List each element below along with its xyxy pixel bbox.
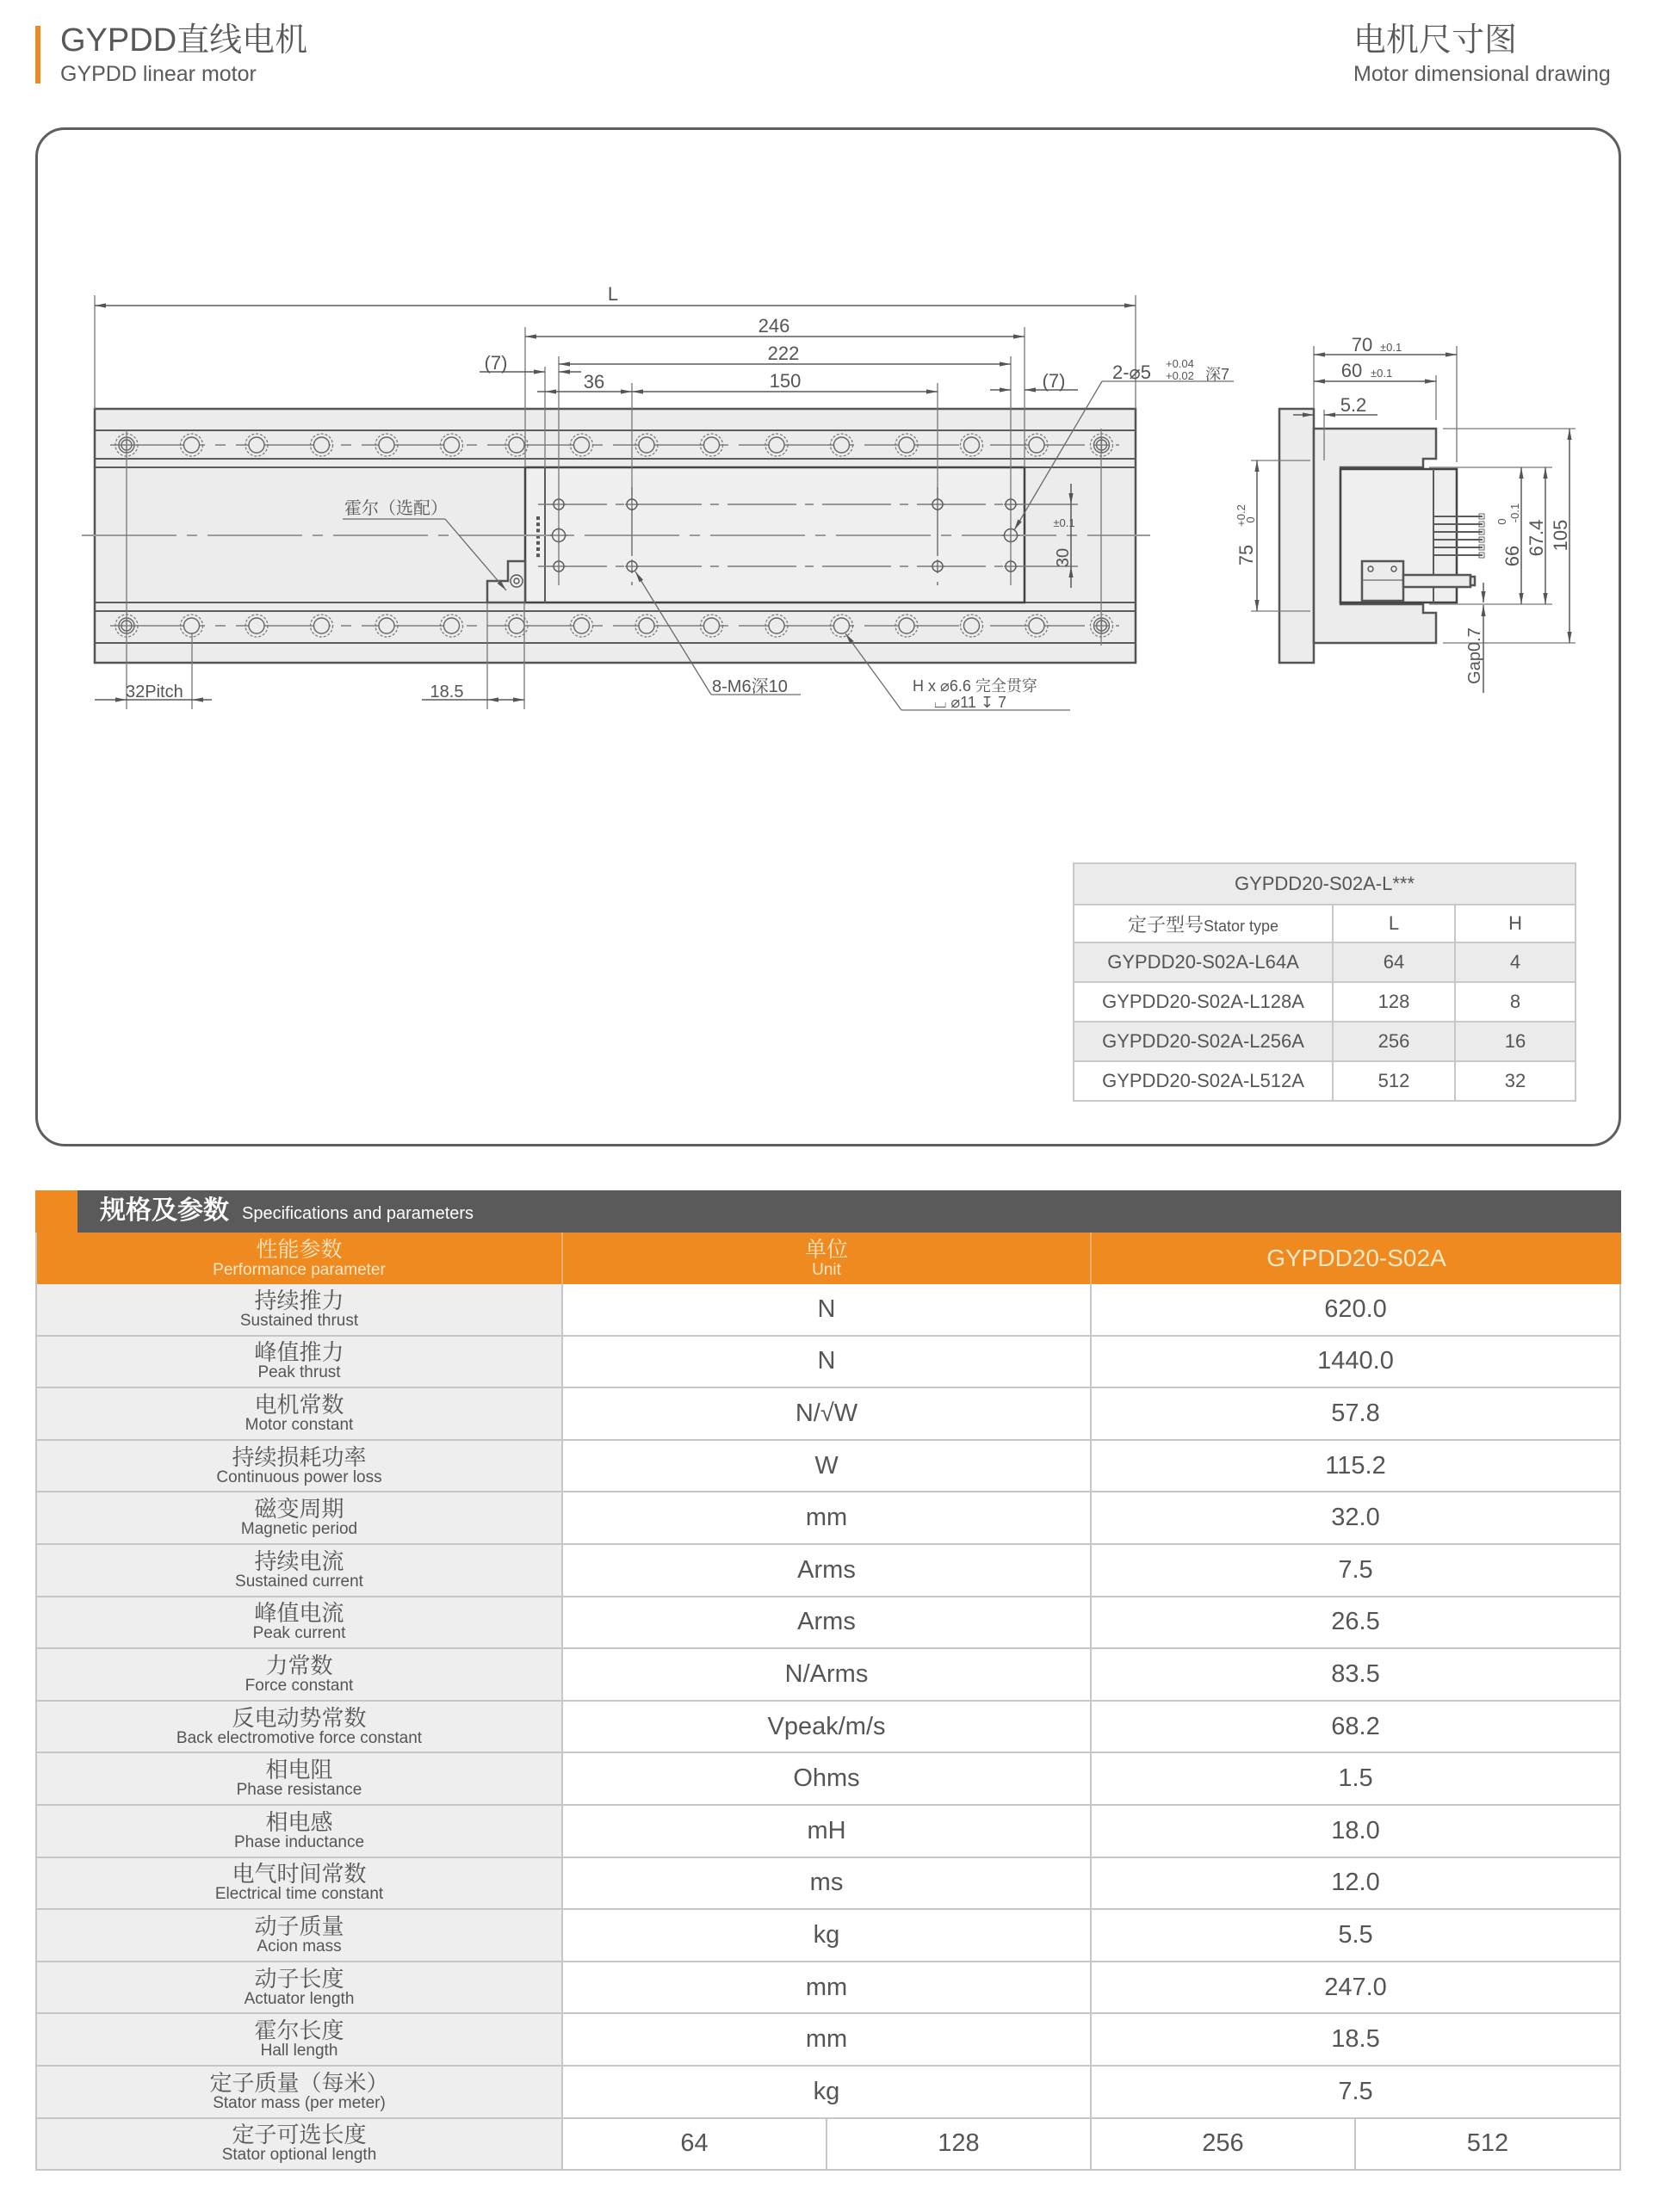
through-hole-outline [964, 618, 980, 633]
stator-hole [895, 434, 918, 456]
section-title: 电机尺寸图 [1353, 22, 1518, 59]
param-name-cn: 磁变周期 [254, 1496, 344, 1523]
mount-holes-label: 8-M6深10 [712, 677, 788, 696]
spec-value-cell: 26.5 [1092, 1597, 1621, 1650]
dim-label-L: L [607, 283, 619, 305]
spec-unit-cell: mm [563, 1962, 1092, 2015]
spec-value-cell: 620.0 [1092, 1284, 1621, 1337]
param-name-en: Sustained current [235, 1572, 363, 1591]
spec-value-cell: 1440.0 [1092, 1337, 1621, 1389]
param-name-cn: 持续推力 [254, 1287, 344, 1313]
param-name-cn: 电气时间常数 [232, 1861, 367, 1888]
spec-param-cell [37, 2067, 563, 2119]
param-name-en: Peak current [252, 1624, 346, 1643]
through-hole-outline [444, 618, 460, 633]
param-name-cn: 电机常数 [254, 1391, 344, 1418]
header-unit [563, 1233, 1092, 1284]
param-name-cn: 相电感 [265, 1808, 333, 1835]
spec-unit-cell: mm [563, 1492, 1092, 1545]
spec-unit-cell: Arms [563, 1545, 1092, 1597]
stator-hole [895, 615, 918, 637]
stator-hole [1025, 434, 1048, 456]
through-hole-outline [964, 437, 980, 453]
param-name-en: Stator mass (per meter) [213, 2093, 386, 2112]
through-hole-outline [899, 618, 914, 633]
dim-label-66: 66 [1501, 545, 1523, 567]
header-param-en: Performance parameter [213, 1260, 386, 1279]
spec-param-cell [37, 1597, 563, 1650]
spec-value-cell: 32.0 [1092, 1492, 1621, 1545]
accent-square [35, 1190, 77, 1233]
spec-param-cell [37, 1806, 563, 1858]
spec-unit-cell: N [563, 1337, 1092, 1389]
stator-hole [765, 615, 788, 637]
stator-hole [441, 615, 463, 637]
param-name-cn: 霍尔长度 [254, 2017, 344, 2044]
dim-label-7-right: (7) [1042, 370, 1066, 392]
dim-label-60: 60 [1340, 360, 1363, 381]
hall-cable [1403, 575, 1470, 587]
hall-label: 霍尔（选配） [344, 499, 448, 518]
stator-hole [635, 434, 658, 456]
stator-hole [441, 434, 463, 456]
stator-hole [505, 434, 528, 456]
spec-unit-cell: N/√W [563, 1388, 1092, 1441]
page-subtitle: GYPDD linear motor [60, 62, 257, 86]
through-hole-outline [574, 618, 590, 633]
header-unit-cn: 单位 [804, 1237, 848, 1262]
dim-label-7-left: (7) [484, 352, 508, 374]
tol-label-66-lower: -0.1 [1508, 503, 1521, 523]
param-name-cn: 峰值电流 [254, 1600, 344, 1627]
spec-unit-cell: Arms [563, 1597, 1092, 1650]
through-hole-outline [379, 437, 394, 453]
stator-table-row [1074, 1022, 1576, 1061]
through-hole-outline [509, 437, 524, 453]
stator-hole-count-cell: 32 [1455, 1061, 1576, 1101]
spec-param-cell [37, 1753, 563, 1806]
spec-param-cell [37, 1702, 563, 1754]
through-hole-outline [834, 437, 850, 453]
through-hole-outline [249, 437, 264, 453]
through-hole-outline [249, 618, 264, 633]
tol-label-66-upper: 0 [1495, 518, 1508, 525]
optional-length-cell: 512 [1356, 2119, 1621, 2172]
param-name-en: Phase resistance [236, 1781, 362, 1800]
param-name-en: Continuous power loss [216, 1467, 382, 1486]
section-subtitle: Motor dimensional drawing [1353, 62, 1611, 86]
stator-hole [635, 615, 658, 637]
spec-param-cell [37, 1441, 563, 1493]
spec-unit-cell: W [563, 1441, 1092, 1493]
spec-value-cell: 57.8 [1092, 1388, 1621, 1441]
spec-value-cell: 18.5 [1092, 2014, 1621, 2067]
through-hole-outline [769, 437, 784, 453]
spec-param-cell [37, 1388, 563, 1441]
stator-hole [245, 615, 268, 637]
through-hole-outline [769, 618, 784, 633]
specs-table [35, 1233, 1621, 2171]
spec-param-cell [37, 1962, 563, 2015]
through-hole-outline [1029, 618, 1044, 633]
side-view [1235, 334, 1576, 693]
stator-holes-label: H x ⌀6.6 完全贯穿 [913, 677, 1037, 695]
hall-screw-icon [1368, 566, 1373, 572]
spec-value-cell: 1.5 [1092, 1753, 1621, 1806]
spec-value-cell: 12.0 [1092, 1858, 1621, 1911]
connector-pin [536, 553, 540, 557]
stator-hole [311, 434, 333, 456]
connector-pin [536, 541, 540, 545]
front-view [82, 283, 1234, 711]
param-name-en: Stator optional length [221, 2146, 377, 2165]
dim-label-75: 75 [1235, 544, 1257, 566]
through-hole-outline [574, 437, 590, 453]
stator-table-row [1074, 982, 1576, 1022]
connector-pin [536, 547, 540, 551]
stator-hole [245, 434, 268, 456]
dim-label-150: 150 [769, 370, 802, 392]
stator-hole-count-cell: 4 [1455, 942, 1576, 982]
param-name-en: Peak thrust [257, 1363, 341, 1382]
optional-length-cell: 64 [563, 2119, 827, 2172]
stator-table-body [1074, 942, 1576, 1101]
spec-unit-cell: Vpeak/m/s [563, 1702, 1092, 1754]
pin-hole-label: 2-⌀5 [1112, 361, 1152, 383]
param-name-cn: 相电阻 [265, 1757, 333, 1783]
dim-label-gap: Gap0.7 [1465, 627, 1484, 684]
param-name-cn: 定子可选长度 [232, 2122, 367, 2148]
stator-hole [375, 615, 398, 637]
spec-value-cell: 68.2 [1092, 1702, 1621, 1754]
spec-param-cell [37, 2119, 563, 2172]
stator-back-plate [1279, 409, 1314, 663]
tol-label-70: ±0.1 [1380, 341, 1402, 354]
stator-holes-counterbore-label: ⌴ ⌀11 ↧ 7 [934, 694, 1007, 711]
spec-value-cell: 18.0 [1092, 1806, 1621, 1858]
dim-label-70: 70 [1351, 334, 1373, 355]
spec-value-cell: 115.2 [1092, 1441, 1621, 1493]
dim-label-pitch: 32Pitch [126, 683, 183, 701]
spec-param-cell [37, 1545, 563, 1597]
spec-unit-cell: Ohms [563, 1753, 1092, 1806]
param-name-en: Phase inductance [233, 1832, 365, 1851]
param-name-cn: 反电动势常数 [232, 1704, 367, 1731]
param-name-en: Acion mass [257, 1937, 342, 1956]
connector-pin [536, 522, 540, 526]
spec-param-cell [37, 1910, 563, 1962]
header-model: GYPDD20-S02A [1092, 1233, 1621, 1284]
param-name-en: Motor constant [245, 1415, 354, 1434]
hall-cable-tip [1470, 577, 1475, 585]
through-hole-outline [834, 618, 850, 633]
spec-param-cell [37, 1858, 563, 1911]
through-hole-outline [444, 437, 460, 453]
stator-hole [375, 434, 398, 456]
hall-screw-icon [1391, 566, 1396, 572]
stator-type-cell: GYPDD20-S02A-L128A [1074, 982, 1333, 1022]
through-hole-outline [704, 618, 720, 633]
spec-unit-cell: kg [563, 1910, 1092, 1962]
stator-type-header [1074, 905, 1333, 942]
stator-hole [831, 615, 853, 637]
dim-label-30: 30 [1054, 547, 1073, 568]
stator-hole [571, 434, 593, 456]
specs-title-en: Specifications and parameters [242, 1204, 474, 1223]
stator-hole [831, 434, 853, 456]
param-name-cn: 动子长度 [254, 1965, 344, 1992]
dim-label-246: 246 [758, 315, 790, 337]
spec-unit-cell: N [563, 1284, 1092, 1337]
param-name-cn: 动子质量 [254, 1912, 344, 1939]
stator-table-title: GYPDD20-S02A-L*** [1074, 863, 1576, 905]
param-name-cn: 力常数 [265, 1652, 333, 1678]
param-name-cn: 持续电流 [254, 1548, 344, 1574]
stator-table-row [1074, 1061, 1576, 1101]
stator-type-cell: GYPDD20-S02A-L256A [1074, 1022, 1333, 1061]
spec-param-cell [37, 2014, 563, 2067]
connector-pin [536, 516, 540, 520]
stator-length-cell: 128 [1333, 982, 1455, 1022]
param-name-en: Back electromotive force constant [176, 1728, 423, 1747]
header-unit-en: Unit [812, 1260, 841, 1279]
dim-label-67-4: 67.4 [1526, 519, 1547, 557]
through-hole-outline [639, 437, 654, 453]
optional-length-cell: 128 [827, 2119, 1092, 2172]
through-hole-outline [184, 618, 200, 633]
header-param-cn: 性能参数 [256, 1237, 343, 1262]
pin-hole-tol-upper: +0.04 [1166, 357, 1194, 370]
dim-label-36: 36 [583, 371, 605, 392]
stator-hole [1025, 615, 1048, 637]
through-hole-outline [314, 437, 330, 453]
param-name-cn: 持续损耗功率 [232, 1443, 367, 1470]
header-performance-parameter [37, 1233, 563, 1284]
spec-unit-cell: ms [563, 1858, 1092, 1911]
connector-pin [536, 528, 540, 532]
stator-hole [701, 615, 723, 637]
param-name-en: Sustained thrust [239, 1311, 359, 1330]
tolerance-label: ±0.1 [1053, 516, 1075, 529]
dim-label-5-2: 5.2 [1340, 394, 1367, 416]
stator-length-cell: 256 [1333, 1022, 1455, 1061]
pin-hole-depth: 深7 [1205, 366, 1230, 383]
stator-hole [961, 434, 983, 456]
stator-hole [571, 615, 593, 637]
specs-title-cn: 规格及参数 [100, 1196, 229, 1225]
stator-type-table [1073, 862, 1576, 1102]
through-hole-outline [1029, 437, 1044, 453]
spec-param-cell [37, 1649, 563, 1702]
stator-length-cell: 512 [1333, 1061, 1455, 1101]
length-header: L [1333, 905, 1455, 942]
spec-value-cell: 247.0 [1092, 1962, 1621, 2015]
tol-label-75-upper: +0.2 [1235, 504, 1247, 527]
spec-param-cell [37, 1492, 563, 1545]
stator-type-cell: GYPDD20-S02A-L512A [1074, 1061, 1333, 1101]
through-hole-outline [379, 618, 394, 633]
stator-type-header-cn: 定子型号 [1127, 913, 1204, 936]
param-name-en: Electrical time constant [214, 1885, 384, 1904]
spec-value-cell: 5.5 [1092, 1910, 1621, 1962]
stator-type-cell: GYPDD20-S02A-L64A [1074, 942, 1333, 982]
spec-value-cell: 83.5 [1092, 1649, 1621, 1702]
spec-param-cell [37, 1284, 563, 1337]
spec-value-cell: 7.5 [1092, 2067, 1621, 2119]
param-name-en: Magnetic period [240, 1520, 358, 1539]
dim-label-222: 222 [767, 343, 800, 364]
param-name-en: Hall length [260, 2042, 338, 2061]
param-name-cn: 定子质量（每米） [209, 2069, 389, 2096]
stator-hole [701, 434, 723, 456]
specs-section-header [35, 1190, 1621, 1233]
stator-hole [181, 434, 203, 456]
stator-length-cell: 64 [1333, 942, 1455, 982]
through-hole-outline [704, 437, 720, 453]
through-hole-outline [314, 618, 330, 633]
through-hole-outline [899, 437, 914, 453]
tol-label-60: ±0.1 [1371, 367, 1393, 380]
param-name-en: Actuator length [244, 1989, 355, 2008]
stator-hole [765, 434, 788, 456]
page-title: GYPDD直线电机 [60, 22, 308, 59]
param-name-en: Force constant [245, 1676, 354, 1695]
stator-hole [961, 615, 983, 637]
hall-screw-core [514, 578, 519, 584]
tol-label-75-lower: 0 [1244, 516, 1257, 523]
dim-label-18-5: 18.5 [430, 683, 464, 701]
through-hole-outline [184, 437, 200, 453]
hole-count-header: H [1455, 905, 1576, 942]
spec-unit-cell: N/Arms [563, 1649, 1092, 1702]
spec-unit-cell: mm [563, 2014, 1092, 2067]
spec-param-cell [37, 1337, 563, 1389]
spec-value-cell: 7.5 [1092, 1545, 1621, 1597]
stator-table-row [1074, 942, 1576, 982]
spec-unit-cell: kg [563, 2067, 1092, 2119]
through-hole-outline [509, 618, 524, 633]
stator-type-header-en: Stator type [1203, 917, 1279, 935]
stator-hole-count-cell: 16 [1455, 1022, 1576, 1061]
optional-length-cell: 256 [1092, 2119, 1356, 2172]
stator-hole-count-cell: 8 [1455, 982, 1576, 1022]
param-name-cn: 峰值推力 [254, 1339, 344, 1366]
dim-label-105: 105 [1550, 519, 1571, 552]
pin-hole-tol-lower: +0.02 [1166, 369, 1194, 382]
spec-unit-cell: mH [563, 1806, 1092, 1858]
through-hole-outline [639, 618, 654, 633]
stator-hole [311, 615, 333, 637]
